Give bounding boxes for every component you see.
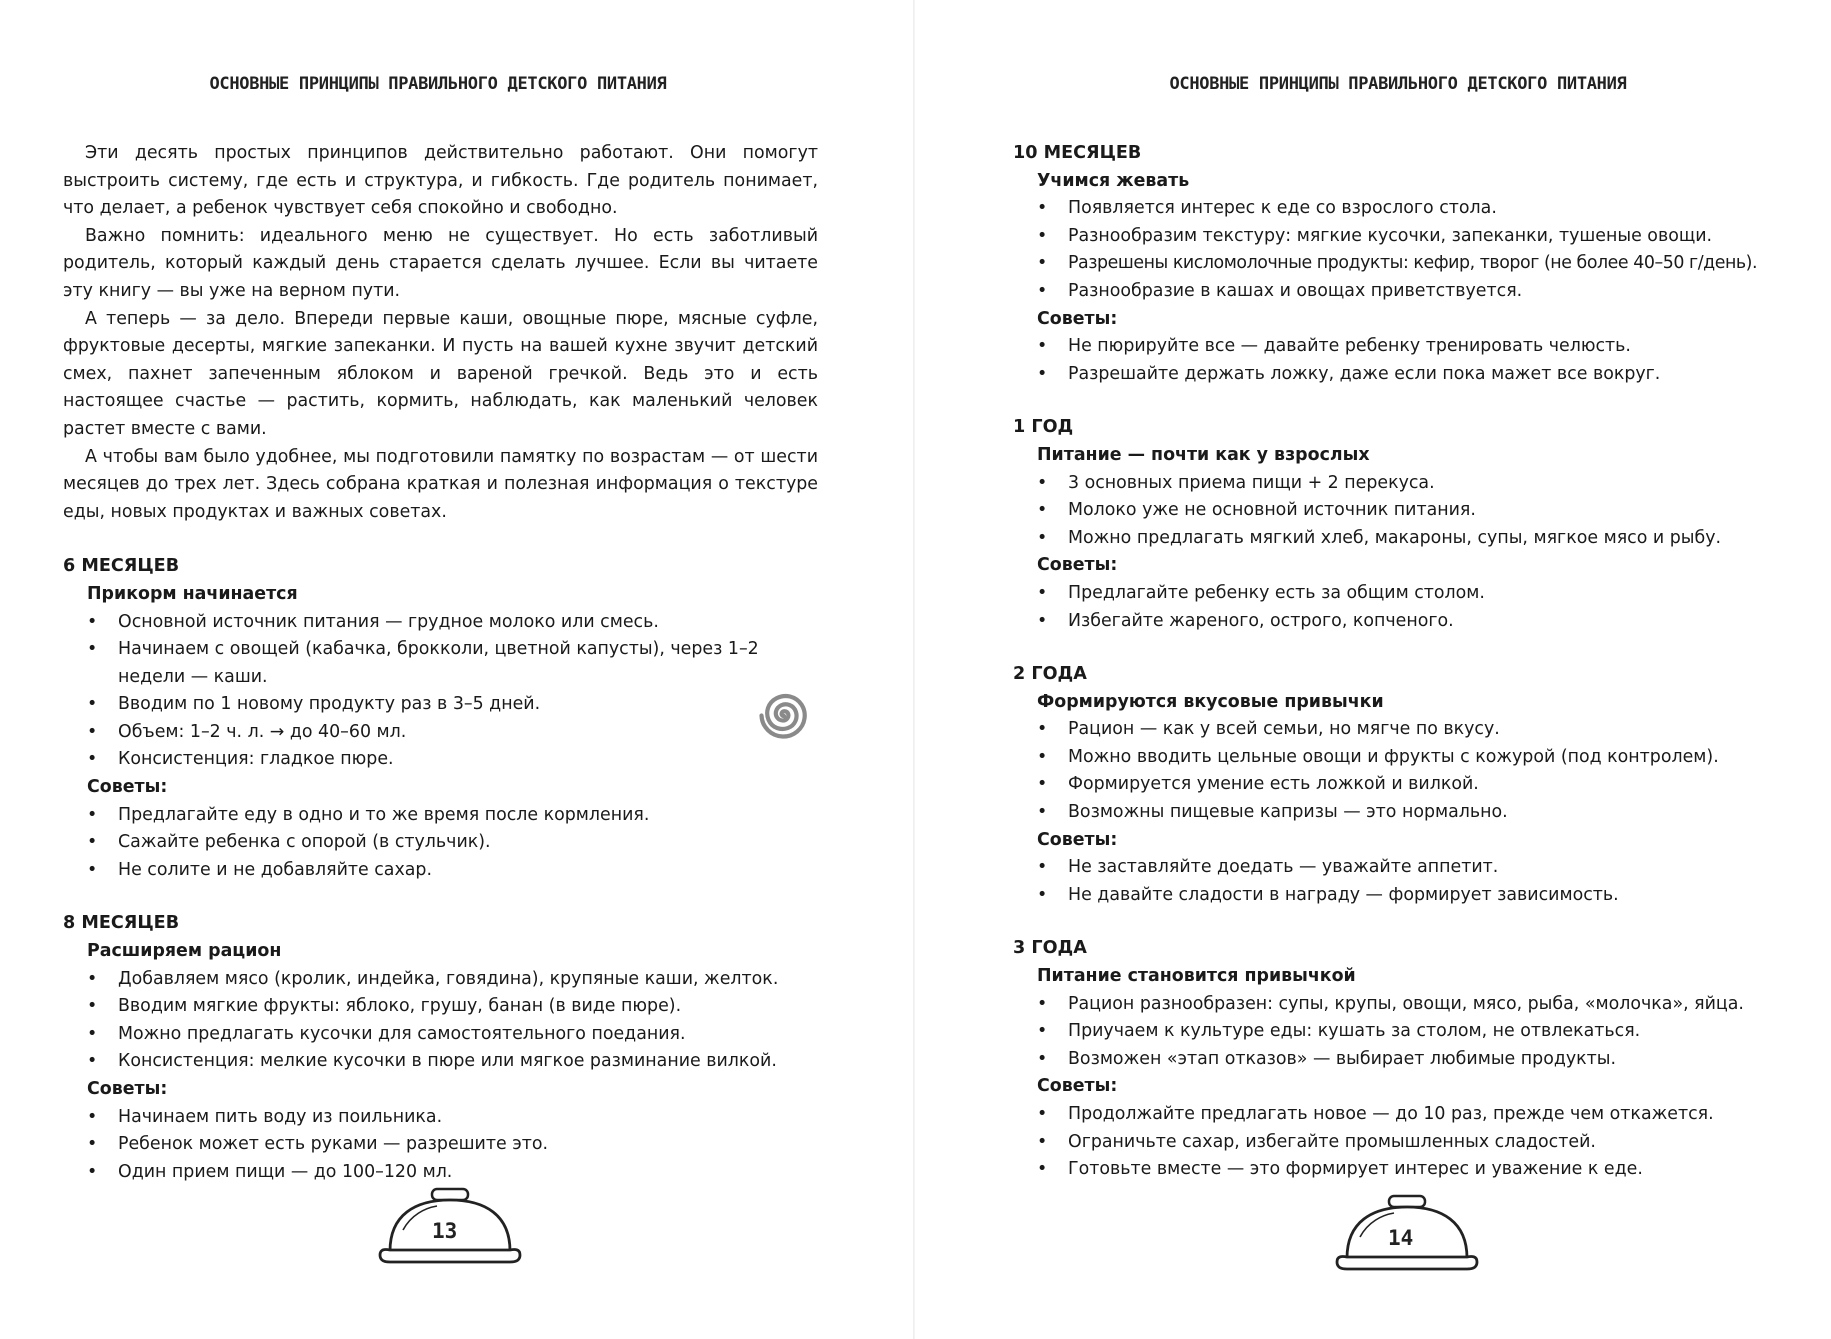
tips-label: Советы: [1037, 555, 1118, 576]
list-item: • Начинаем с овощей (кабачка, брокколи, цветной капусты), через 1–2 недели — каши. [87, 639, 759, 687]
tip-item: • Ограничьте сахар, избегайте промышленных сладостей. [1037, 1131, 1596, 1152]
tip-item: • Начинаем пить воду из поильника. [87, 1106, 443, 1127]
tip-item: • Избегайте жареного, острого, копченого. [1037, 610, 1454, 631]
list-item: • Возможны пищевые капризы — это нормально. [1037, 802, 1508, 823]
list-item: • Можно вводить цельные овощи и фрукты с кожурой (под контролем). [1037, 746, 1719, 767]
list-item: • Разрешены кисломолочные продукты: кефир, творог (не более 40–50 г/день). [1037, 253, 1758, 274]
tip-item: • Сажайте ребенка с опорой (в стульчик). [87, 832, 491, 853]
tip-item: • Готовьте вместе — это формирует интерес и уважение к еде. [1037, 1159, 1643, 1180]
tip-item: • Не пюрируйте все — давайте ребенку тренировать челюсть. [1037, 336, 1631, 357]
tips-list [1013, 854, 1783, 909]
section-subtitle: Расширяем рацион [87, 941, 282, 962]
tips-list [63, 802, 818, 885]
list-item: • Можно предлагать кусочки для самостоятельного поедания. [87, 1023, 686, 1044]
section-subtitle: Прикорм начинается [87, 583, 298, 604]
list-item: • Консистенция: гладкое пюре. [87, 749, 394, 770]
section-subtitle: Питание — почти как у взрослых [1037, 444, 1370, 465]
list-item: • Вводим мягкие фрукты: яблоко, грушу, банан (в виде пюре). [87, 996, 682, 1017]
tips-list [1013, 580, 1783, 635]
section-title-3-years: 3 ГОДА [1013, 938, 1087, 959]
tips-label: Советы: [87, 777, 168, 798]
list-item: • Добавляем мясо (кролик, индейка, говядина), крупяные каши, желток. [87, 968, 779, 989]
tips-list [1013, 1101, 1783, 1184]
list-item: • 3 основных приема пищи + 2 перекуса. [1037, 472, 1435, 493]
list-item: • Возможен «этап отказов» — выбирает любимые продукты. [1037, 1048, 1617, 1069]
tip-item: • Предлагайте ребенку есть за общим столом. [1037, 582, 1485, 603]
page-right [1013, 0, 1783, 1339]
list-item: • Объем: 1–2 ч. л. → до 40–60 мл. [87, 721, 407, 742]
section-title-10-months: 10 МЕСЯЦЕВ [1013, 143, 1142, 163]
page-left-content [63, 140, 818, 1186]
tips-label: Советы: [1037, 1076, 1118, 1097]
page-number-left: 13 [432, 1219, 458, 1243]
section-title-6-months: 6 МЕСЯЦЕВ [63, 556, 180, 577]
items-list [63, 609, 818, 775]
page-right-content [1013, 140, 1783, 1184]
list-item: • Основной источник питания — грудное молоко или смесь. [87, 611, 659, 632]
tips-list [63, 1104, 818, 1187]
section-subtitle: Питание становится привычкой [1037, 966, 1356, 987]
items-list [1013, 991, 1783, 1074]
list-item: • Формируется умение есть ложкой и вилкой. [1037, 774, 1479, 795]
running-header-left: ОСНОВНЫЕ ПРИНЦИПЫ ПРАВИЛЬНОГО ДЕТСКОГО ПИТАНИЯ [209, 74, 667, 94]
tip-item: • Предлагайте еду в одно и то же время после кормления. [87, 804, 650, 825]
running-header-right: ОСНОВНЫЕ ПРИНЦИПЫ ПРАВИЛЬНОГО ДЕТСКОГО ПИТАНИЯ [1169, 74, 1627, 94]
list-item: • Рацион разнообразен: супы, крупы, овощи, мясо, рыба, «молочка», яйца. [1037, 993, 1744, 1014]
list-item: • Молоко уже не основной источник питания. [1037, 500, 1476, 521]
intro-paragraph: Важно помнить: идеального меню не существует. Но есть заботливый родитель, который каждый день старается сделать лучшее. Если вы читаете эту книгу — вы уже на верном пути. [63, 225, 818, 301]
list-item: • Разнообразим текстуру: мягкие кусочки, запеканки, тушеные овощи. [1037, 225, 1713, 246]
list-item: • Консистенция: мелкие кусочки в пюре или мягкое разминание вилкой. [87, 1051, 777, 1072]
spiral-icon [752, 682, 816, 746]
items-list [1013, 470, 1783, 553]
tip-item: • Продолжайте предлагать новое — до 10 раз, прежде чем откажется. [1037, 1104, 1714, 1124]
items-list [1013, 195, 1783, 305]
tips-label: Советы: [87, 1079, 168, 1099]
section-title-1-year: 1 ГОД [1013, 417, 1074, 438]
list-item: • Рацион — как у всей семьи, но мягче по вкусу. [1037, 719, 1500, 740]
tip-item: • Не заставляйте доедать — уважайте аппетит. [1037, 857, 1499, 878]
intro-paragraph: А чтобы вам было удобнее, мы подготовили памятку по возрастам — от шести месяцев до трех лет. Здесь собрана краткая и полезная информация о текстуре еды, новых продуктах и важных советах. [63, 446, 818, 522]
section-subtitle: Учимся жевать [1037, 170, 1190, 191]
page-left [63, 0, 818, 1339]
tips-label: Советы: [1037, 829, 1118, 850]
items-list [63, 966, 818, 1076]
tips-list [1013, 333, 1783, 388]
page-number-right: 14 [1388, 1226, 1414, 1250]
list-item: • Можно предлагать мягкий хлеб, макароны, супы, мягкое мясо и рыбу. [1037, 527, 1722, 548]
page-gutter [913, 0, 915, 1339]
section-subtitle: Формируются вкусовые привычки [1037, 691, 1384, 712]
tip-item: • Не давайте сладости в награду — формирует зависимость. [1037, 884, 1619, 905]
tip-item: • Ребенок может есть руками — разрешите это. [87, 1134, 549, 1155]
tip-item: • Один прием пищи — до 100–120 мл. [87, 1161, 453, 1182]
list-item: • Вводим по 1 новому продукту раз в 3–5 дней. [87, 694, 541, 715]
list-item: • Разнообразие в кашах и овощах приветствуется. [1037, 280, 1523, 301]
section-title-8-months: 8 МЕСЯЦЕВ [63, 913, 180, 934]
tips-label: Советы: [1037, 308, 1118, 329]
intro-paragraph: Эти десять простых принципов действительно работают. Они помогут выстроить систему, где есть и структура, и гибкость. Где родитель понимает, что делает, а ребенок чувствует себя спокойно и свободно. [63, 143, 818, 219]
section-title-2-years: 2 ГОДА [1013, 664, 1087, 685]
intro-paragraph: А теперь — за дело. Впереди первые каши, овощные пюре, мясные суфле, фруктовые десерты, мягкие запеканки. И пусть на вашей кухне звучит детский смех, пахнет запеченным яблоком и вареной гречкой. Ведь это и есть настоящее счастье — растить, кормить, наблюдать, как маленький человек растет вместе с вами. [63, 308, 818, 439]
items-list [1013, 716, 1783, 826]
list-item: • Приучаем к культуре еды: кушать за столом, не отвлекаться. [1037, 1021, 1641, 1042]
tip-item: • Разрешайте держать ложку, даже если пока мажет все вокруг. [1037, 363, 1661, 384]
tip-item: • Не солите и не добавляйте сахар. [87, 859, 432, 880]
list-item: • Появляется интерес к еде со взрослого стола. [1037, 198, 1497, 219]
